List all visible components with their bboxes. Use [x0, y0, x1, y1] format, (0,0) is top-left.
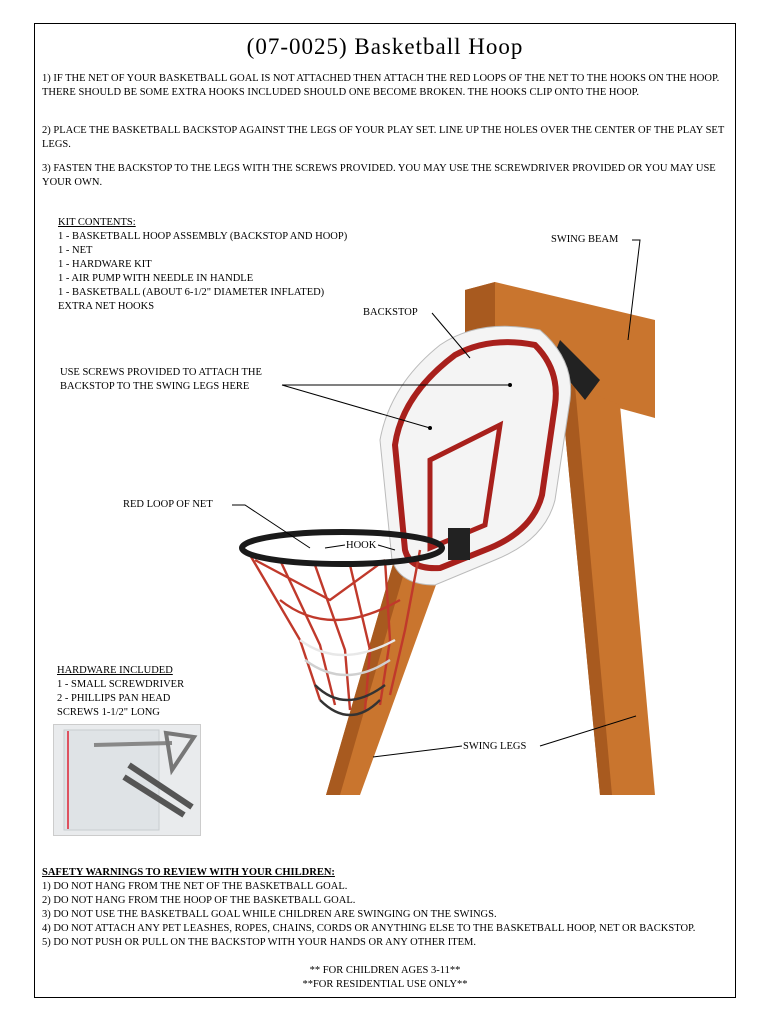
footer-residential: **FOR RESIDENTIAL USE ONLY**	[302, 979, 468, 990]
safety-item: 1) DO NOT HANG FROM THE NET OF THE BASKETBALL GOAL.	[42, 881, 348, 892]
kit-item: 1 - HARDWARE KIT	[58, 259, 152, 270]
safety-item: 5) DO NOT PUSH OR PULL ON THE BACKSTOP WITH YOUR HANDS OR ANY OTHER ITEM.	[42, 937, 477, 948]
kit-contents	[58, 216, 347, 314]
rim-mount	[448, 528, 470, 560]
safety-item: 4) DO NOT ATTACH ANY PET LEASHES, ROPES, CHAINS, CORDS OR ANYTHING ELSE TO THE BASKETBALL HOOP, NET OR BACKSTOP.	[42, 923, 696, 934]
label-hook: HOOK	[346, 540, 377, 551]
step-3: 3) FASTEN THE BACKSTOP TO THE LEGS WITH THE SCREWS PROVIDED. YOU MAY USE THE SCREWDRIVER PROVIDED OR YOU MAY USE YOUR OWN.	[42, 163, 716, 188]
hardware-item: SCREWS 1-1/2" LONG	[57, 707, 160, 718]
screw-point-upper	[508, 383, 512, 387]
page-title: (07-0025) Basketball Hoop	[246, 34, 524, 59]
backstop-board	[380, 326, 571, 585]
kit-item: EXTRA NET HOOKS	[58, 301, 155, 312]
kit-item: 1 - BASKETBALL (ABOUT 6-1/2" DIAMETER INFLATED)	[58, 287, 325, 298]
screwdriver-handle-icon	[166, 733, 194, 770]
screwdriver-shaft-icon	[94, 743, 172, 745]
hardware-heading: HARDWARE INCLUDED	[57, 665, 173, 676]
hardware-item: 1 - SMALL SCREWDRIVER	[57, 679, 185, 690]
hardware-included	[57, 664, 184, 720]
footer-ages: ** FOR CHILDREN AGES 3-11**	[309, 965, 461, 976]
kit-item: 1 - AIR PUMP WITH NEEDLE IN HANDLE	[58, 273, 254, 284]
label-red-loop: RED LOOP OF NET	[123, 499, 213, 510]
kit-item: 1 - BASKETBALL HOOP ASSEMBLY (BACKSTOP AND HOOP)	[58, 231, 348, 242]
kit-heading: KIT CONTENTS:	[58, 217, 136, 228]
label-screws-line1: USE SCREWS PROVIDED TO ATTACH THE	[60, 367, 262, 378]
safety-warnings	[42, 866, 732, 950]
hardware-item: 2 - PHILLIPS PAN HEAD	[57, 693, 171, 704]
hardware-photo	[53, 724, 201, 836]
screw-point-lower	[428, 426, 432, 430]
label-swing-legs: SWING LEGS	[463, 741, 527, 752]
kit-item: 1 - NET	[58, 245, 93, 256]
safety-heading: SAFETY WARNINGS TO REVIEW WITH YOUR CHILDREN:	[42, 867, 335, 878]
step-1: 1) IF THE NET OF YOUR BASKETBALL GOAL IS NOT ATTACHED THEN ATTACH THE RED LOOPS OF THE NET TO THE HOOKS ON THE HOOP. THERE SHOULD BE SOME EXTRA HOOKS INCLUDED SHOULD ONE BECOME BROKEN. THE HOOKS CLIP ONTO THE HOOP.	[42, 73, 720, 98]
step-2: 2) PLACE THE BASKETBALL BACKSTOP AGAINST THE LEGS OF YOUR PLAY SET. LINE UP THE HOLES OVER THE CENTER OF THE PLAY SET LEGS.	[42, 125, 725, 150]
label-swing-beam: SWING BEAM	[551, 234, 619, 245]
safety-item: 2) DO NOT HANG FROM THE HOOP OF THE BASKETBALL GOAL.	[42, 895, 356, 906]
label-screws-line2: BACKSTOP TO THE SWING LEGS HERE	[60, 381, 250, 392]
safety-item: 3) DO NOT USE THE BASKETBALL GOAL WHILE CHILDREN ARE SWINGING ON THE SWINGS.	[42, 909, 497, 920]
label-backstop: BACKSTOP	[363, 307, 418, 318]
